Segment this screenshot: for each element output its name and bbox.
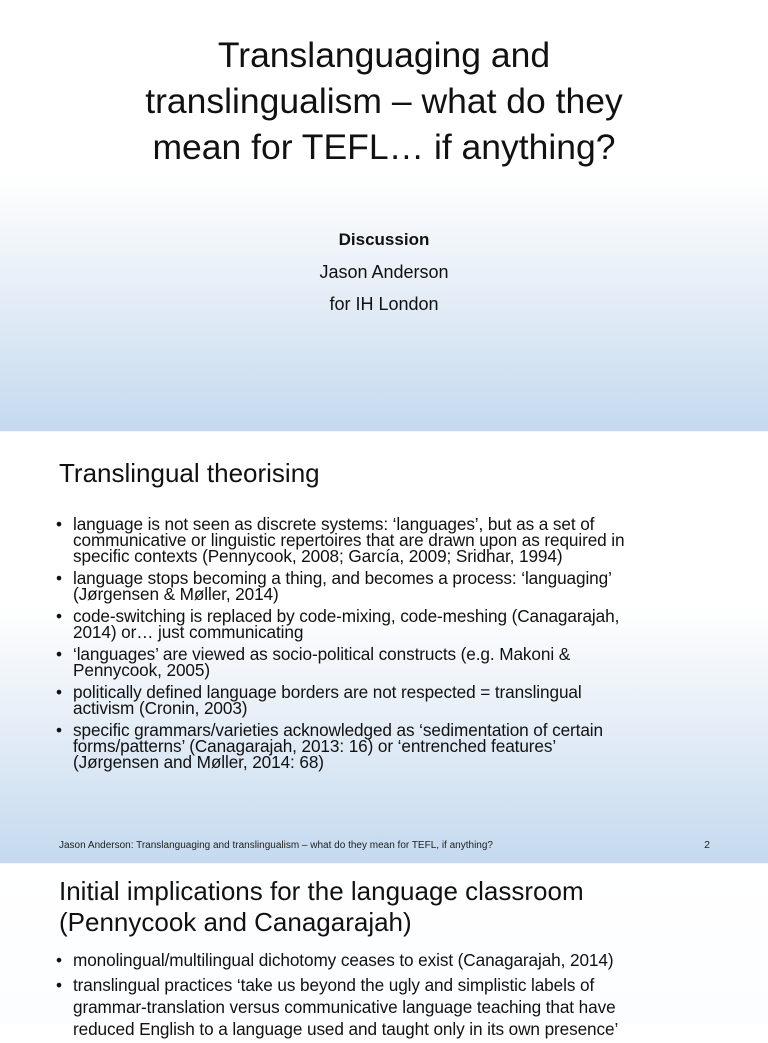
bullet-list — [56, 949, 728, 1043]
bullet-item — [56, 570, 728, 602]
heading-line: Initial implications for the language classroom — [59, 876, 584, 906]
bullet-line: reduced English to a language used and taught only in its own presence’ — [73, 1019, 619, 1039]
bullet-line: (Jørgensen and Møller, 2014: 68) — [73, 752, 324, 772]
slide-heading — [59, 876, 739, 938]
slide-footer: Jason Anderson: Translanguaging and translingualism – what do they mean for TEFL, if anything? — [59, 840, 493, 851]
bullet-item — [56, 684, 728, 716]
content-slide-2 — [0, 432, 768, 864]
bullet-icon: • — [56, 682, 62, 702]
title-line: mean for TEFL… if anything? — [152, 127, 616, 167]
bullet-line: code-switching is replaced by code-mixing, code-meshing (Canagarajah, — [73, 606, 620, 626]
bullet-item — [56, 608, 728, 640]
page-number: 2 — [704, 839, 710, 851]
subtitle-label: Discussion — [338, 230, 430, 249]
bullet-icon: • — [56, 644, 62, 664]
slide-heading: Translingual theorising — [59, 458, 320, 488]
title-slide — [0, 0, 768, 432]
bullet-item — [56, 974, 728, 1040]
bullet-icon: • — [56, 720, 62, 740]
bullet-item — [56, 646, 728, 678]
bullet-line: specific contexts (Pennycook, 2008; García, 2009; Sridhar, 1994) — [73, 546, 563, 566]
bullet-line: language stops becoming a thing, and becomes a process: ‘languaging’ — [73, 568, 612, 588]
bullet-line: monolingual/multilingual dichotomy ceases to exist (Canagarajah, 2014) — [73, 950, 614, 970]
organization: for IH London — [329, 294, 439, 314]
bullet-icon: • — [56, 568, 62, 588]
heading-line: (Pennycook and Canagarajah) — [59, 907, 412, 937]
bullet-line: language is not seen as discrete systems: ‘languages’, but as a set of — [73, 514, 595, 534]
bullet-line: specific grammars/varieties acknowledged as ‘sedimentation of certain — [73, 720, 603, 740]
bullet-line: translingual practices ‘take us beyond the ugly and simplistic labels of — [73, 975, 595, 995]
slide-title — [70, 32, 698, 170]
bullet-item — [56, 949, 728, 971]
bullet-line: grammar-translation versus communicative language teaching that have — [73, 997, 616, 1017]
bullet-list — [56, 516, 728, 776]
bullet-line: politically defined language borders are not respected = translingual — [73, 682, 582, 702]
title-line: Translanguaging and — [217, 35, 551, 75]
bullet-line: (Jørgensen & Møller, 2014) — [73, 584, 279, 604]
bullet-icon: • — [56, 514, 62, 534]
bullet-item — [56, 722, 728, 770]
bullet-line: Pennycook, 2005) — [73, 660, 210, 680]
title-line: translingualism – what do they — [145, 81, 623, 121]
bullet-icon: • — [56, 606, 62, 626]
bullet-icon: • — [56, 975, 62, 995]
content-slide-3 — [0, 864, 768, 1039]
bullet-line: ‘languages’ are viewed as socio-political constructs (e.g. Makoni & — [73, 644, 571, 664]
bullet-line: 2014) or… just communicating — [73, 622, 304, 642]
bullet-line: forms/patterns’ (Canagarajah, 2013: 16) or ‘entrenched features’ — [73, 736, 557, 756]
bullet-item — [56, 516, 728, 564]
author-name: Jason Anderson — [319, 262, 449, 282]
bullet-line: communicative or linguistic repertoires that are drawn upon as required in — [73, 530, 625, 550]
bullet-line: activism (Cronin, 2003) — [73, 698, 248, 718]
bullet-icon: • — [56, 950, 62, 970]
